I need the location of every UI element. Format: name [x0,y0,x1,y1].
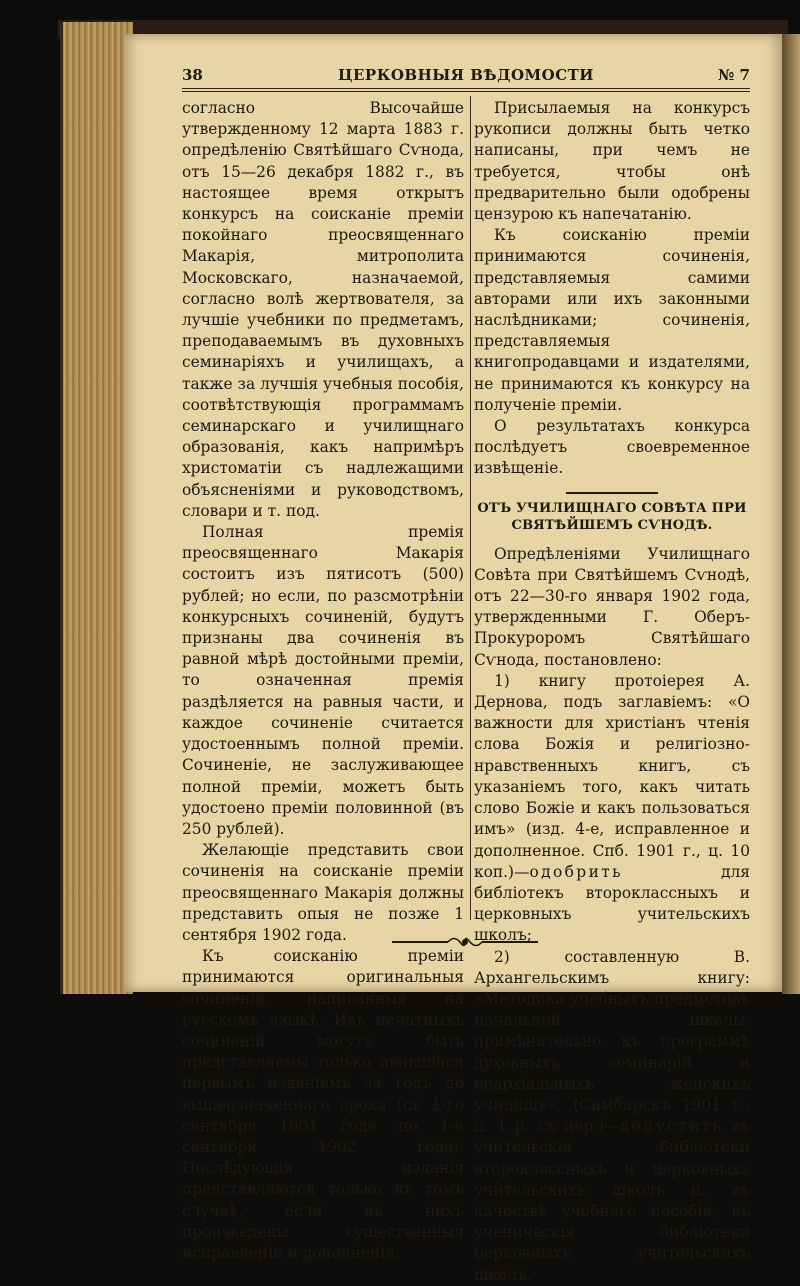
paragraph: согласно Высочайше утвержденному 12 марта 1883 г. опредѣленію Святѣйшаго Сѵнода, отъ 15—26 декабря 1882 г., въ настоящее время открытъ конкурсъ на соисканіе преміи покойнаго преосвященнаго Макарія, митрополита Московскаго, назначаемой, согласно волѣ жертвователя, за лучшіе учебники по предметамъ, преподаваемымъ въ духовныхъ семинаріяхъ и училищахъ, а также за лучшія учебныя пособія, соотвѣтствующія программамъ семинарскаго и училищнаго образованія, какъ напримѣръ христоматіи съ надлежащими объясненіями и руководствомъ, словари и т. под. [182,99,464,520]
text-run: для библіотекъ второклассныхъ и церковныхъ учительскихъ школъ; [474,862,750,945]
paragraph: Къ соисканію преміи принимаются сочиненія, представляемыя самими авторами или ихъ законными наслѣдниками; сочиненія, представляемыя книгопродавцами и издателями, не принимаются къ конкурсу на полученіе преміи. [474,226,750,414]
paragraph: Полная премія преосвященнаго Макарія состоитъ изъ пятисотъ (500) рублей; но если, по разсмотрѣніи конкурсныхъ сочиненій, будутъ признаны два сочиненія въ равной мѣрѣ достойными преміи, то означенная премія раздѣляется на равныя части, и каждое сочиненіе считается удостоеннымъ полной преміи. Сочиненіе, не заслуживающее полной преміи, можетъ быть удостоено преміи половинной (въ 250 рублей). [182,523,464,838]
section-separator [566,492,658,494]
next-page-edge [782,34,800,994]
page-number: 38 [182,66,203,84]
journal-title: ЦЕРКОВНЫЯ ВѢДОМОСТИ [338,66,594,84]
paragraph [474,947,750,1286]
paragraph: О результатахъ конкурса послѣдуетъ своевременное извѣщеніе. [474,417,750,478]
paragraph: Желающіе представить свои сочиненія на соисканіе преміи преосвященнаго Макарія должны представить опыя не позже 1 сентября 1902 года. [182,841,464,944]
paragraph: Къ соисканію преміи принимаются оригинальныя сочиненія, написанныя на русскомъ языкѣ. Изъ печатныхъ сочиненій могутъ быть представляемы только явившіяся первымъ изданіемъ за годъ до вышеозначеннаго срока (съ 1-го сентября 1901 года по 1-е сентября 1902 года). Послѣдующія изданія представляются только въ томъ случаѣ, если въ нихъ произведены существенныя исправленія и дополненія. [182,947,464,1262]
page-header [182,66,750,88]
text-run: въ учительскія библіотеки второклассныхъ и церковныхъ учительскихъ школъ и, въ качествѣ учебнаго пособія, въ ученическія библіотеки церковныхъ учительскихъ школъ. [474,1117,750,1284]
text-run: 1) книгу протоіерея А. Дернова, подъ заглавіемъ: «О важности для христіанъ чтенія слова Божія и религіозно-нравственныхъ книгъ, съ указаніемъ того, какъ читать слово Божіе и какъ пользоваться имъ» (изд. 4-е, исправленное и дополненное. Спб. 1901 г., ц. 10 коп.)— [474,671,750,881]
paragraph: Опредѣленіями Училищнаго Совѣта при Святѣйшемъ Сѵнодѣ, отъ 22—30-го января 1902 года, утвержденными Г. Оберъ-Прокуроромъ Святѣйшаго Сѵнода, постановлено: [474,544,750,669]
verb-spaced: допустить [619,1117,724,1136]
end-ornament [392,933,538,951]
left-column [182,98,464,1264]
right-column [474,98,750,1286]
verb-spaced: одобрить [529,862,623,881]
header-rule [182,88,750,89]
column-divider [470,96,471,920]
book-page-edges [60,22,133,994]
issue-number: № 7 [718,66,750,84]
header-rule-thin [182,91,750,92]
section-heading: ОТЪ УЧИЛИЩНАГО СОВѢТА ПРИ СВЯТѢЙШЕМЪ СѴНОДѢ. [477,500,747,533]
paragraph: Присылаемыя на конкурсъ рукописи должны быть четко написаны, при чемъ не требуется, чтобы онѣ предварительно были одобрены цензурою къ напечатанію. [474,99,750,224]
text-run: 2) составленную В. Архангельскимъ книгу: «Методика учебныхъ предметовъ начальной школы, примѣнительно къ программѣ духовныхъ семинарій и епархіальныхъ женскихъ училищъ». (Симбирскъ 1901 г., ц. 1 р. съ пер.)— [474,947,750,1136]
paragraph [474,671,750,947]
